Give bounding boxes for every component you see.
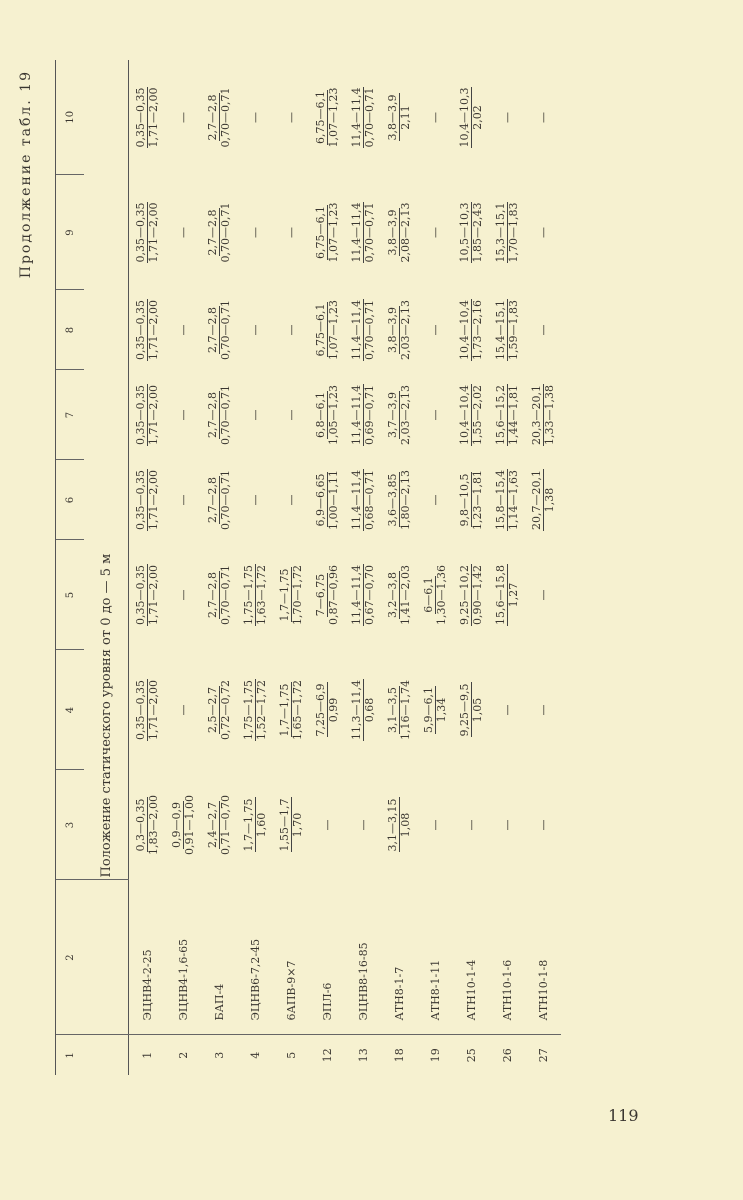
denominator: 1,05—1,23 [327,385,340,445]
numerator: 2,4—2,7 [206,802,219,848]
pump-name: АТН8-1-11 [417,880,453,1035]
value-cell [381,770,417,880]
value-cell: — [284,112,298,123]
numerator: 10,4—10,4 [458,300,471,360]
value-cell: — [500,819,514,831]
denominator: 1,08 [399,812,412,838]
value-cell: — [428,112,442,123]
numerator: 0,35—0,35 [134,300,147,360]
numerator: 6,75—6,1 [314,206,327,259]
value-cell: — [284,324,298,336]
value-cell [453,60,489,175]
numerator: 0,35—0,35 [134,470,147,530]
denominator: 1,71—2,00 [147,87,160,148]
row-number: 18 [392,1048,406,1063]
row-number: 4 [248,1051,262,1059]
value-cell [309,370,345,460]
value-cell [453,175,489,290]
numerator: 9,8—10,5 [458,473,471,527]
pump-data-table [55,60,561,1075]
value-cell: — [176,227,190,238]
numerator: 9,25—9,5 [458,683,471,737]
numerator: 15,8—15,4 [494,470,507,530]
table-body [129,60,562,1075]
denominator: 1,83—2,00 [147,795,160,855]
pump-name: 6АПВ-9×7 [273,880,309,1035]
value-cell [525,460,561,540]
value-cell: — [536,819,550,831]
row-number: 5 [284,1051,298,1059]
denominator: 0,71—0,70 [219,795,232,855]
value-cell: — [248,112,262,123]
denominator: 2,03—2,13 [399,385,412,445]
value-cell [129,290,166,370]
denominator: 1,34 [435,697,448,723]
table-row [201,60,237,1075]
denominator: 0,70—0,71 [219,385,232,445]
value-cell [309,650,345,770]
numerator: 3,7—3,9 [386,392,399,438]
numerator: 2,7—2,8 [206,94,219,141]
numerator: 15,4—15,1 [494,300,507,360]
numerator: 3,8—3,9 [386,209,399,256]
numerator: 15,3—15,1 [494,202,507,263]
value-cell: — [176,704,190,716]
value-cell: — [284,409,298,421]
denominator: 0,70—0,71 [219,470,232,530]
value-cell: — [176,589,190,601]
denominator: 1,65—1,72 [291,680,304,740]
denominator: 1,44—1,81 [507,385,520,445]
row-number: 25 [464,1048,478,1063]
denominator: 1,80—2,13 [399,470,412,530]
value-cell: — [176,112,190,123]
table-row [525,60,561,1075]
value-cell: — [248,494,262,506]
numerator: 15,6—15,8 [494,565,507,625]
value-cell [417,540,453,650]
numerator: 11,4—11,4 [350,87,363,148]
value-cell: — [536,112,550,123]
value-cell [309,175,345,290]
numerator: 0,35—0,35 [134,680,147,740]
column-number-row [56,60,85,1075]
value-cell [129,770,166,880]
running-header: Продолжение табл. 19 [18,70,34,279]
denominator: 1,70—1,83 [507,202,520,263]
column-number: 1 [56,1035,85,1075]
value-cell [201,460,237,540]
denominator: 1,71—2,00 [147,680,160,740]
group-header: Положение статического уровня от 0 до — 5 м [84,60,129,880]
denominator: 0,72—0,72 [219,680,232,740]
column-number: 4 [56,650,85,770]
denominator: 0,70—0,71 [363,202,376,263]
denominator: 0,68—0,71 [363,470,376,530]
denominator: 1,71—2,00 [147,470,160,530]
denominator: 1,71—2,00 [147,565,160,625]
value-cell [489,370,525,460]
row-number: 12 [320,1048,334,1063]
denominator: 1,14—1,63 [507,470,520,530]
pump-name: ЭЦНВ4-1,6-65 [165,880,201,1035]
numerator: 3,8—3,9 [386,307,399,353]
numerator: 10,4—10,4 [458,385,471,445]
numerator: 10,4—10,3 [458,87,471,148]
numerator: 0,35—0,35 [134,202,147,263]
denominator: 1,41—2,03 [399,565,412,625]
column-number: 10 [56,60,85,175]
row-number: 19 [428,1048,442,1063]
value-cell [453,540,489,650]
value-cell: — [248,324,262,336]
numerator: 1,7—1,75 [242,798,255,852]
value-cell [237,770,273,880]
value-cell: — [428,324,442,336]
numerator: 1,55—1,7 [278,798,291,852]
value-cell [489,290,525,370]
pump-name: ЭЦНВ4-2-25 [129,880,166,1035]
denominator: 1,60 [255,812,268,838]
value-cell [165,770,201,880]
value-cell: — [176,494,190,506]
value-cell: — [428,409,442,421]
value-cell [201,175,237,290]
denominator: 1,30—1,36 [435,565,448,625]
value-cell [273,770,309,880]
numerator: 1,7—1,75 [278,683,291,737]
value-cell [381,290,417,370]
numerator: 1,75—1,75 [242,680,255,740]
denominator: 2,08—2,13 [399,202,412,263]
value-cell [345,175,381,290]
denominator: 0,67—0,70 [363,565,376,625]
value-cell [489,460,525,540]
numerator: 6,8—6,1 [314,392,327,438]
column-number: 8 [56,290,85,370]
value-cell [345,60,381,175]
value-cell [273,650,309,770]
denominator: 1,63—1,72 [255,565,268,625]
value-cell [345,650,381,770]
numerator: 11,4—11,4 [350,202,363,263]
value-cell [453,370,489,460]
value-cell: — [500,704,514,716]
denominator: 1,70—1,72 [291,565,304,625]
denominator: 0,91—1,00 [183,795,196,855]
pump-name: ЭЦНВ6-7,2-45 [237,880,273,1035]
value-cell: — [284,494,298,506]
denominator: 1,52—1,72 [255,680,268,740]
numerator: 20,3—20,1 [530,385,543,445]
value-cell [237,540,273,650]
numerator: 0,3—0,35 [134,798,147,852]
group-header-row [84,60,129,1075]
value-cell: — [248,409,262,421]
denominator: 0,99 [327,697,340,723]
numerator: 3,1—3,5 [386,687,399,733]
value-cell [345,460,381,540]
denominator: 2,11 [399,105,412,130]
numerator: 10,5—10,3 [458,202,471,263]
value-cell [345,540,381,650]
value-cell: — [428,227,442,238]
value-cell [129,370,166,460]
numerator: 2,7—2,8 [206,307,219,353]
table-row [381,60,417,1075]
column-number: 6 [56,460,85,540]
column-number: 7 [56,370,85,460]
value-cell: — [536,324,550,336]
value-cell [381,650,417,770]
numerator: 2,7—2,8 [206,392,219,438]
value-cell [525,370,561,460]
value-cell: — [464,819,478,831]
table-row [237,60,273,1075]
denominator: 1,73—2,16 [471,300,484,360]
numerator: 3,8—3,9 [386,94,399,141]
denominator: 1,07—1,23 [327,202,340,263]
value-cell: — [536,589,550,601]
numerator: 3,6—3,85 [386,473,399,527]
denominator: 1,38 [543,487,556,513]
value-cell: — [284,227,298,238]
denominator: 0,70—0,71 [219,87,232,148]
table-row [273,60,309,1075]
numerator: 3,1—3,15 [386,798,399,852]
value-cell [381,60,417,175]
numerator: 5,9—6,1 [422,687,435,733]
denominator: 1,85—2,43 [471,202,484,263]
column-number: 3 [56,770,85,880]
denominator: 0,70—0,71 [363,87,376,148]
numerator: 3,2—3,8 [386,572,399,618]
value-cell [417,650,453,770]
column-number: 2 [56,880,85,1035]
pump-name: ЭЦНВ8-16-85 [345,880,381,1035]
value-cell [273,540,309,650]
denominator: 1,00—1,11 [327,470,340,530]
value-cell [129,60,166,175]
numerator: 1,75—1,75 [242,565,255,625]
numerator: 2,5—2,7 [206,687,219,733]
denominator: 1,71—2,00 [147,300,160,360]
numerator: 6,9—6,65 [314,473,327,527]
table-row [165,60,201,1075]
denominator: 1,33—1,38 [543,385,556,445]
spacer [84,1035,129,1075]
value-cell [237,650,273,770]
value-cell [201,370,237,460]
table-row [345,60,381,1075]
denominator: 1,07—1,23 [327,87,340,148]
value-cell [381,460,417,540]
value-cell [309,60,345,175]
numerator: 11,3—11,4 [350,680,363,740]
denominator: 1,07—1,23 [327,300,340,360]
value-cell: — [176,409,190,421]
numerator: 0,35—0,35 [134,87,147,148]
row-number: 13 [356,1048,370,1063]
denominator: 1,55—2,02 [471,385,484,445]
denominator: 1,71—2,00 [147,202,160,263]
value-cell [201,60,237,175]
row-number: 26 [500,1048,514,1063]
denominator: 0,70—0,71 [219,202,232,263]
denominator: 0,90—1,42 [471,565,484,625]
pump-name: АТН10-1-4 [453,880,489,1035]
value-cell [309,290,345,370]
value-cell [201,290,237,370]
value-cell [201,770,237,880]
value-cell [129,460,166,540]
table-row [129,60,166,1075]
denominator: 0,68 [363,697,376,723]
table-row [489,60,525,1075]
column-number: 9 [56,175,85,290]
denominator: 2,03—2,13 [399,300,412,360]
value-cell [489,540,525,650]
column-number: 5 [56,540,85,650]
value-cell: — [536,227,550,238]
denominator: 1,23—1,81 [471,470,484,530]
numerator: 1,7—1,75 [278,568,291,622]
value-cell: — [248,227,262,238]
row-number: 27 [536,1048,550,1063]
value-cell [309,540,345,650]
denominator: 0,70—0,71 [219,300,232,360]
value-cell [381,540,417,650]
numerator: 9,25—10,2 [458,565,471,625]
numerator: 0,35—0,35 [134,385,147,445]
value-cell: — [356,819,370,831]
numerator: 2,7—2,8 [206,572,219,618]
numerator: 2,7—2,8 [206,209,219,256]
pump-name: АТН10-1-8 [525,880,561,1035]
value-cell: — [176,324,190,336]
value-cell [381,370,417,460]
denominator: 1,59—1,83 [507,300,520,360]
value-cell: — [500,112,514,123]
value-cell [129,175,166,290]
value-cell [201,540,237,650]
value-cell: — [428,494,442,506]
denominator: 0,87—0,96 [327,565,340,625]
table-row [453,60,489,1075]
numerator: 0,9—0,9 [170,802,183,848]
denominator: 1,27 [507,582,520,608]
value-cell: — [536,704,550,716]
value-cell [309,460,345,540]
value-cell [489,175,525,290]
numerator: 6,75—6,1 [314,303,327,357]
denominator: 1,70 [291,812,304,838]
numerator: 2,7—2,8 [206,477,219,523]
value-cell [453,460,489,540]
table-row [417,60,453,1075]
value-cell [201,650,237,770]
row-number: 3 [212,1051,226,1059]
value-cell [129,540,166,650]
table-row [309,60,345,1075]
denominator: 1,05 [471,697,484,723]
denominator: 1,16—1,74 [399,680,412,740]
pump-name: ЭПЛ-6 [309,880,345,1035]
numerator: 7,25—6,9 [314,683,327,737]
value-cell [453,650,489,770]
value-cell [345,370,381,460]
numerator: 0,35—0,35 [134,565,147,625]
pump-name: БАП-4 [201,880,237,1035]
denominator: 0,69—0,71 [363,385,376,445]
value-cell [381,175,417,290]
value-cell: — [428,819,442,831]
numerator: 15,6—15,2 [494,385,507,445]
value-cell [453,290,489,370]
row-number: 2 [176,1051,190,1059]
numerator: 11,4—11,4 [350,470,363,530]
row-number: 1 [129,1035,166,1075]
pump-name: АТН10-1-6 [489,880,525,1035]
value-cell: — [320,819,334,831]
numerator: 6,75—6,1 [314,91,327,144]
numerator: 11,4—11,4 [350,565,363,625]
spacer [84,880,129,1035]
denominator: 0,70—0,71 [219,565,232,625]
numerator: 20,7—20,1 [530,470,543,530]
denominator: 1,71—2,00 [147,385,160,445]
numerator: 7—6,75 [314,573,327,617]
numerator: 6—6,1 [422,577,435,613]
denominator: 2,02 [471,105,484,130]
pump-name: АТН8-1-7 [381,880,417,1035]
denominator: 0,70—0,71 [363,300,376,360]
value-cell [345,290,381,370]
value-cell [129,650,166,770]
numerator: 11,4—11,4 [350,300,363,360]
numerator: 11,4—11,4 [350,385,363,445]
page-number: 119 [608,1106,639,1125]
